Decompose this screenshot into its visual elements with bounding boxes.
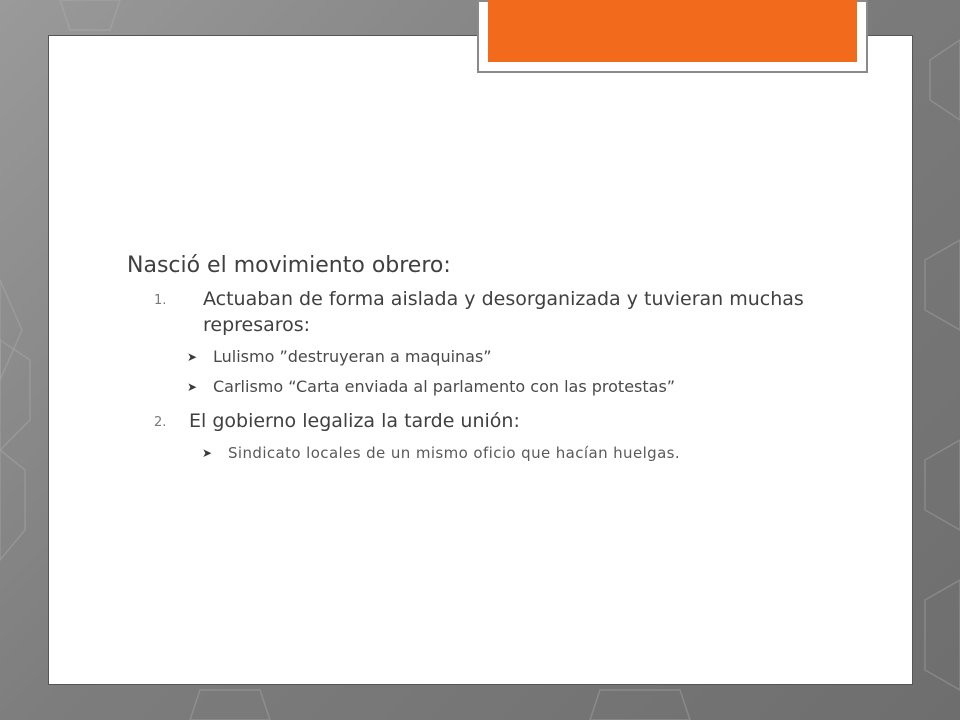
item-text: El gobierno legaliza la tarde unión: (189, 410, 520, 432)
bullet-item (127, 442, 847, 464)
orange-accent-block (488, 0, 857, 62)
numbered-item-1 (127, 286, 847, 338)
bullet-text: Carlismo “Carta enviada al parlamento con las protestas” (213, 377, 676, 396)
bullet-item (127, 346, 847, 368)
arrow-bullet-icon: ➤ (187, 380, 198, 394)
numbered-item-2 (127, 408, 847, 434)
bullet-item (127, 376, 847, 398)
slide-heading: Nasció el movimiento obrero: (127, 253, 451, 278)
bullet-text: Lulismo ”destruyeran a maquinas” (213, 347, 492, 366)
slide-body (127, 250, 847, 464)
item-text: Actuaban de forma aislada y desorganizada y tuvieran muchas represaros: (203, 288, 804, 336)
item-number: 2. (154, 415, 167, 430)
arrow-bullet-icon: ➤ (187, 350, 198, 364)
item-number: 1. (154, 293, 167, 308)
bullet-text: Sindicato locales de un mismo oficio que hacían huelgas. (228, 444, 681, 462)
arrow-bullet-icon: ➤ (202, 446, 213, 460)
